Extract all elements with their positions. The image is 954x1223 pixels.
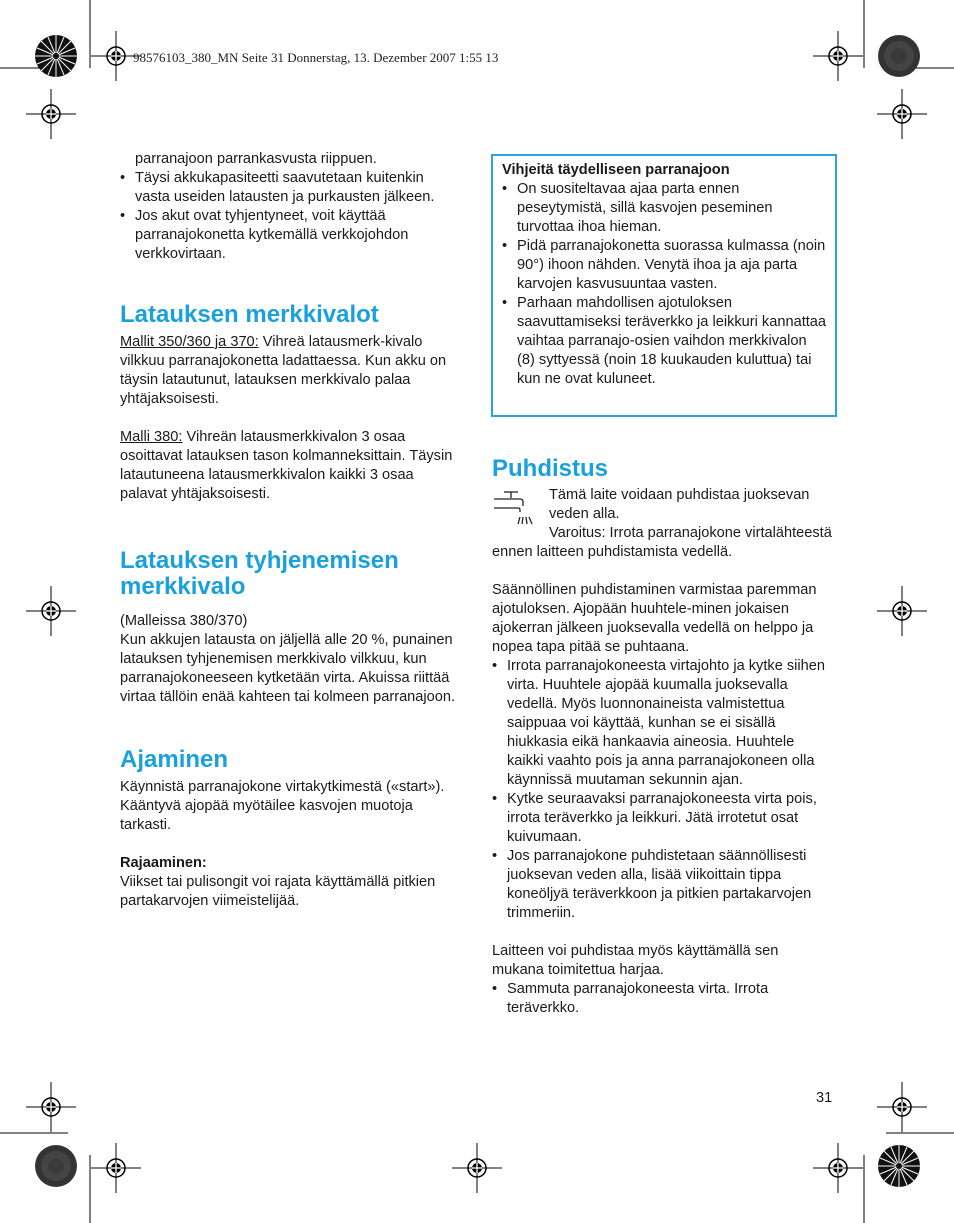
low-battery-models: (Malleissa 380/370): [120, 613, 248, 629]
list-item: • Parhaan mahdollisen ajotuloksen saavuttamiseksi teräverkko ja leikkuri kannattaa vaihtaa parranajo-osien vaihdon merkkivalon (8) syttyessä (noin 18 kuukauden kuluttua) tai kun ne ovat kuluneet.: [502, 294, 827, 389]
list-item: • Irrota parranajokoneesta virtajohto ja kytke siihen virta. Huuhtele ajopää kuumalla juoksevalla vedellä. Myös luonnonaineista valmistettua saippuaa voi käyttää, kunhan se ei sisällä hiukkasia eikä hankaavia aineosia. Huuhtele kaikki vaahto pois ja anna parranajokoneen olla käynnissä muutaman sekunnin ajan.: [492, 657, 834, 790]
list-item: • Jos parranajokone puhdistetaan säännöllisesti juoksevan veden alla, lisää viikoittain tippa koneöljyä teräverkkoon ja pitkien partakarvojen trimmeriin.: [492, 847, 834, 923]
charging-lights-p1-text: Vihreä latausmerk-kivalo vilkkuu parranajokonetta ladattaessa. Kun akku on täysin latautunut, latauksen merkkivalo palaa yhtäjaksoisesti.: [120, 334, 447, 407]
section-title-cleaning: Puhdistus: [492, 455, 609, 482]
section-title-shaving: Ajaminen: [120, 746, 229, 773]
cleaning-icon-text: Tämä laite voidaan puhdistaa juoksevan veden alla.: [549, 487, 810, 522]
left-column: [120, 150, 462, 911]
list-item: • On suositeltavaa ajaa parta ennen peseytymistä, sillä kasvojen peseminen turvottaa ihoa hieman.: [502, 180, 827, 237]
low-battery-text: Kun akkujen latausta on jäljellä alle 20 %, punainen latauksen tyhjenemisen merkkivalo vilkkuu, kun parranajokoneeseen kytketään virta. Akuissa riittää virtaa tällöin enää kahteen tai kolmeen parranajoon.: [120, 632, 456, 705]
section-title-low-battery: Latauksen tyhjenemisen merkkivalo: [120, 547, 399, 600]
cleaning-warning: Varoitus: Irrota parranajokone virtalähteestä ennen laitteen puhdistamista vedellä.: [492, 525, 832, 560]
section-title-charging-lights: Latauksen merkkivalot: [120, 301, 379, 328]
trimming-title: Rajaaminen:: [120, 855, 207, 871]
intro-continuation: parranajoon parrankasvusta riippuen.: [135, 151, 377, 167]
cleaning-p3: Laitteen voi puhdistaa myös käyttämällä sen mukana toimitettua harjaa.: [492, 943, 779, 978]
right-column: [492, 456, 834, 1018]
model-label: Mallit 350/360 ja 370:: [120, 334, 259, 350]
trimming-text: Viikset tai pulisongit voi rajata käyttämällä pitkien partakarvojen viimeistelijää.: [120, 874, 436, 909]
list-item: • Kytke seuraavaksi parranajokoneesta virta pois, irrota teräverkko ja leikkuri. Jätä irrotetut osat kuivumaan.: [492, 790, 834, 847]
tips-box: [491, 154, 837, 417]
charging-lights-p2-text: Vihreän latausmerkkivalon 3 osaa osoittavat latauksen tason kolmanneksittain. Täysin latautuneena latausmerkkivalon kaikki 3 osaa palavat yhtäjaksoisesti.: [120, 429, 453, 502]
tips-title: Vihjeitä täydelliseen parranajoon: [502, 162, 730, 178]
model-label: Malli 380:: [120, 429, 183, 445]
water-tap-icon: [492, 488, 538, 534]
cleaning-intro: [492, 486, 834, 562]
page-number: 31: [816, 1090, 833, 1106]
list-item: • Sammuta parranajokoneesta virta. Irrota teräverkko.: [492, 980, 834, 1018]
print-header: 98576103_380_MN Seite 31 Donnerstag, 13. Dezember 2007 1:55 13: [133, 50, 499, 65]
list-item: • Jos akut ovat tyhjentyneet, voit käyttää parranajokonetta kytkemällä verkkojohdon verkkovirtaan.: [120, 207, 462, 264]
charging-lights-p1: [120, 333, 462, 409]
shaving-p1: Käynnistä parranajokone virtakytkimestä («start»).: [120, 779, 445, 795]
charging-lights-p2: [120, 428, 462, 504]
list-item: • Täysi akkukapasiteetti saavutetaan kuitenkin vasta useiden latausten ja purkausten jälkeen.: [120, 169, 462, 207]
cleaning-p2: Säännöllinen puhdistaminen varmistaa paremman ajotuloksen. Ajopään huuhtele-minen jokaisen ajokerran jälkeen juoksevalla vedellä on helppo ja nopea tapa pitää se puhtaana.: [492, 582, 817, 655]
shaving-p2: Kääntyvä ajopää myötäilee kasvojen muotoja tarkasti.: [120, 798, 413, 833]
list-item: • Pidä parranajokonetta suorassa kulmassa (noin 90°) ihoon nähden. Venytä ihoa ja aja parta karvojen kasvusuuntaa vasten.: [502, 237, 827, 294]
